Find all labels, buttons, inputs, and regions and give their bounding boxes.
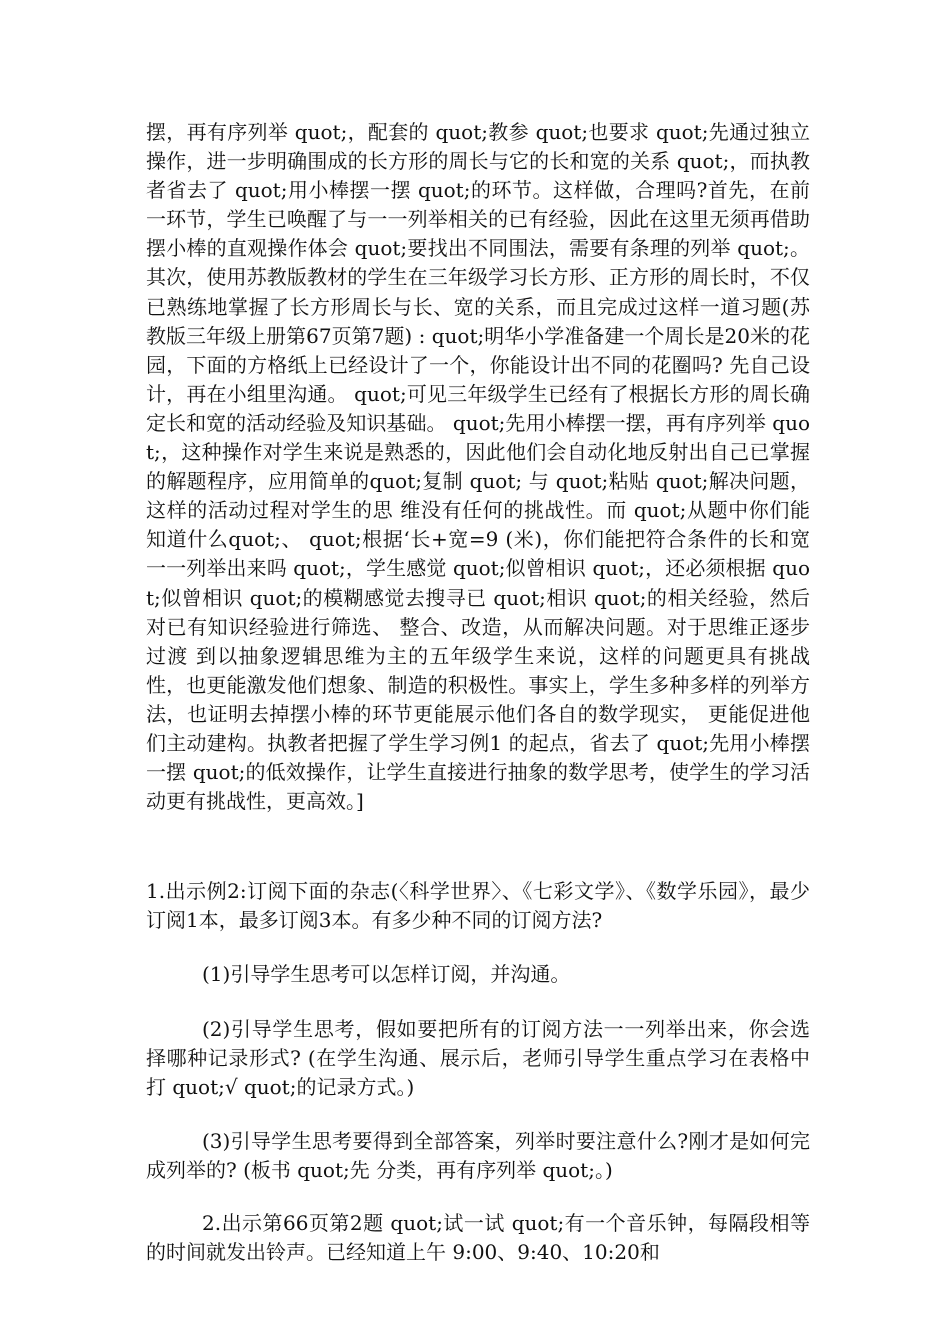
step-1-paragraph: (1)引导学生思考可以怎样订阅，并沟通。 [202,962,571,987]
example-2-paragraph: 1.出示例2:订阅下面的杂志(〈科学世界〉、《七彩文学》、《数学乐园》，最少订阅1本，最多订阅3本。有多少种不同的订阅方法? [146,879,810,933]
step-2-paragraph: (2)引导学生思考，假如要把所有的订阅方法一一列举出来，你会选择哪种记录形式? (在学生沟通、展示后，老师引导学生重点学习在表格中打 quot;√ quot;的记录方式。) [146,1016,810,1099]
analysis-paragraph: 摆，再有序列举 quot;，配套的 quot;教参 quot;也要求 quot;先通过独立操作，进一步明确围成的长方形的周长与它的长和宽的关系 quot;，而执教者省去了 quot;用小棒摆一摆 quot;的环节。这样做，合理吗?首先，在前一环节，学生已唤醒了与一一列举相关的已有经验，因此在这里无须再借助摆小棒的直观操作体会 quot;要找出不同围法，需要有条理的列举 quot;。其次，使用苏教版教材的学生在三年级学习长方形、正方形的周长时，不仅已熟练地掌握了长方形周长与长、宽的关系，而且完成过这样一道习题(苏教版三年级上册第67页第7题) : quot;明华小学准备建一个周长是20米的花园，下面的方格纸上已经设计了一个，你能设计出不同的花圈吗? 先自己设计，再在小组里沟通。 quot;可见三年级学生已经有了根据长方形的周长确定长和宽的活动经验及知识基础。 quot;先用小棒摆一摆，再有序列举 quot;，这种操作对学生来说是熟悉的，因此他们会自动化地反射出自己已掌握的解题程序，应用简单的quot;复制 quot; 与 quot;粘贴 quot;解决问题，这样的活动过程对学生的思 维没有任何的挑战性。而 quot;从题中你们能知道什么quot;、 quot;根据‘长+宽=9 (米)，你们能把符合条件的长和宽一一列举出来吗 quot;，学生感觉 quot;似曾相识 quot;，还必须根据 quot;似曾相识 quot;的模糊感觉去搜寻已 quot;相识 quot;的相关经验，然后对已有知识经验进行筛选、 整合、改造，从而解决问题。对于思维正逐步过渡 到以抽象逻辑思维为主的五年级学生来说，这样的问题更具有挑战性，也更能激发他们想象、制造的积极性。事实上，学生多种多样的列举方法，也证明去掉摆小棒的环节更能展示他们各自的数学现实， 更能促进他们主动建构。执教者把握了学生学习例1 的起点，省去了 quot;先用小棒摆一摆 quot;的低效操作，让学生直接进行抽象的数学思考，使学生的学习活动更有挑战性，更高效。] [146,120,810,814]
exercise-paragraph: 2.出示第66页第2题 quot;试一试 quot;有一个音乐钟，每隔段相等的时间就发出铃声。已经知道上午 9:00、9:40、10:20和 [146,1211,810,1265]
step-3-paragraph: (3)引导学生思考要得到全部答案，列举时要注意什么?刚才是如何完成列举的? (板书 quot;先 分类，再有序列举 quot;。) [146,1128,810,1182]
document-page [146,118,810,1294]
